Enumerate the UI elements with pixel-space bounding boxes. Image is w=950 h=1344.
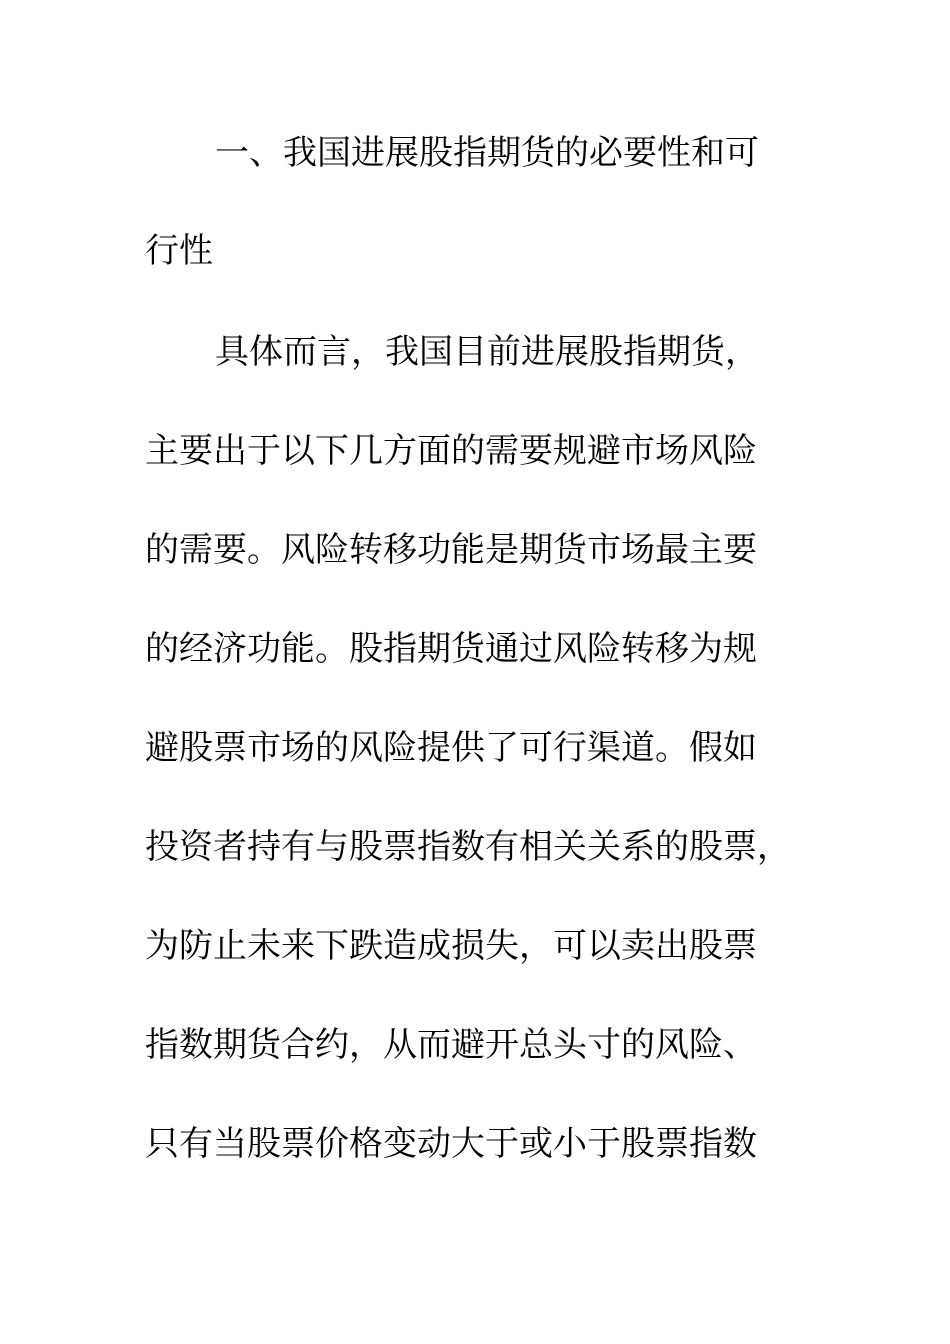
paragraph-line: 避股票市场的风险提供了可行渠道。假如 [145, 728, 757, 768]
paragraph-line: 具体而言，我国目前进展股指期货， [215, 332, 759, 372]
paragraph-line: 指数期货合约，从而避开总头寸的风险、 [145, 1025, 757, 1065]
heading-line-1: 一、我国进展股指期货的必要性和可 [215, 133, 759, 173]
paragraph-line: 的需要。风险转移功能是期货市场最主要 [145, 530, 757, 570]
paragraph-line: 投资者持有与股票指数有相关关系的股票， [145, 827, 791, 867]
paragraph-line: 只有当股票价格变动大于或小于股票指数 [145, 1124, 757, 1164]
paragraph-line: 为防止未来下跌造成损失，可以卖出股票 [145, 926, 757, 966]
paragraph-line: 主要出于以下几方面的需要规避市场风险 [145, 431, 757, 471]
heading-line-2: 行性 [145, 231, 213, 271]
paragraph-line: 的经济功能。股指期货通过风险转移为规 [145, 629, 757, 669]
